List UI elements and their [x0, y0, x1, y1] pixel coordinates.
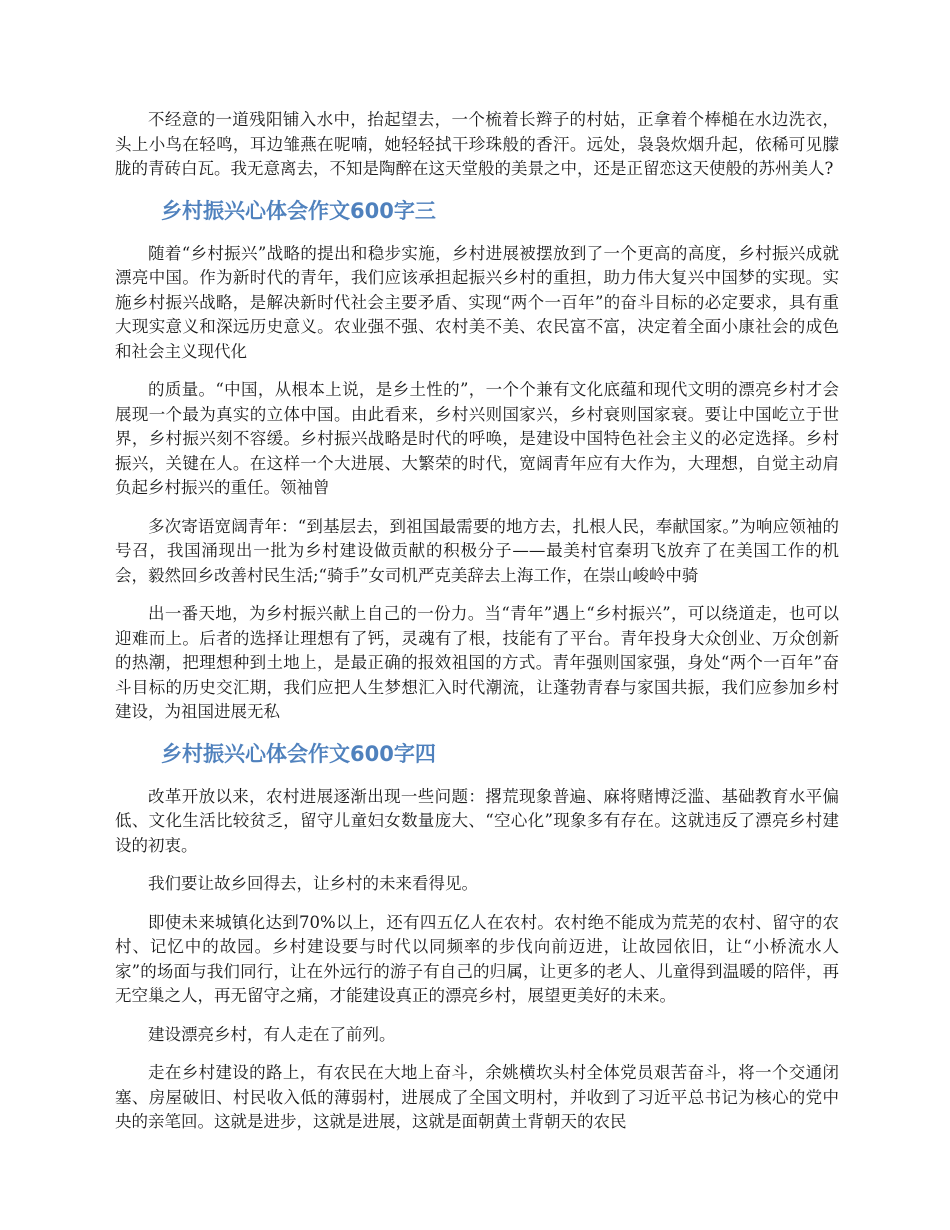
paragraph: 出一番天地，为乡村振兴献上自己的一份力。当“青年”遇上“乡村振兴”，可以绕道走，也可以迎难而上。后者的选择让理想有了钙，灵魂有了根，技能有了平台。青年投身大众创业、万众创新的热潮，把理想种到土地上，是最正确的报效祖国的方式。青年强则国家强，身处“两个一百年”奋斗目标的历史交汇期，我们应把人生梦想汇入时代潮流，让蓬勃青春与家国共振，我们应参加乡村建设，为祖国进展无私 [115, 604, 839, 721]
paragraph: 的质量。“中国，从根本上说，是乡土性的”，一个个兼有文化底蕴和现代文明的漂亮乡村才会展现一个最为真实的立体中国。由此看来，乡村兴则国家兴，乡村衰则国家衰。要让中国屹立于世界，乡村振兴刻不容缓。乡村振兴战略是时代的呼唤，是建设中国特色社会主义的必定选择。乡村振兴，关键在人。在这样一个大进展、大繁荣的时代，宽阔青年应有大作为，大理想，自觉主动肩负起乡村振兴的重任。领袖曾 [115, 380, 839, 497]
paragraph: 随着“乡村振兴”战略的提出和稳步实施，乡村进展被摆放到了一个更高的高度，乡村振兴成就漂亮中国。作为新时代的青年，我们应该承担起振兴乡村的重担，助力伟大复兴中国梦的实现。实施乡村振兴战略，是解决新时代社会主要矛盾、实现“两个一百年”的奋斗目标的必定要求，具有重大现实意义和深远历史意义。农业强不强、农村美不美、农民富不富，决定着全面小康社会的成色和社会主义现代化 [115, 243, 839, 361]
paragraph: 多次寄语宽阔青年：“到基层去，到祖国最需要的地方去，扎根人民，奉献国家。”为响应领袖的号召，我国涌现出一批为乡村建设做贡献的积极分子——最美村官秦玥飞放弃了在美国工作的机会，毅然回乡改善村民生活;“骑手”女司机严克美辞去上海工作，在崇山峻岭中骑 [115, 516, 839, 585]
section-heading: 乡村振兴心体会作文600字四 [161, 741, 436, 766]
paragraph: 改革开放以来，农村进展逐渐出现一些问题：撂荒现象普遍、麻将赌博泛滥、基础教育水平偏低、文化生活比较贫乏，留守儿童妇女数量庞大、“空心化”现象多有存在。这就违反了漂亮乡村建设的初衷。 [115, 786, 839, 855]
paragraph: 即使未来城镇化达到70%以上，还有四五亿人在农村。农村绝不能成为荒芜的农村、留守的农村、记忆中的故园。乡村建设要与时代以同频率的步伐向前迈进，让故园依旧，让“小桥流水人家”的场面与我们同行，让在外远行的游子有自己的归属，让更多的老人、儿童得到温暖的陪伴，再无空巢之人，再无留守之痛，才能建设真正的漂亮乡村，展望更美好的未来。 [115, 912, 839, 1005]
paragraph: 建设漂亮乡村，有人走在了前列。 [148, 1024, 396, 1044]
document-page [115, 108, 839, 1149]
paragraph: 我们要让故乡回得去，让乡村的未来看得见。 [148, 874, 478, 893]
section-heading: 乡村振兴心体会作文600字三 [161, 198, 436, 223]
paragraph: 不经意的一道残阳铺入水中，抬起望去，一个梳着长辫子的村姑，正拿着个棒槌在水边洗衣，头上小鸟在轻鸣，耳边雏燕在呢喃，她轻轻拭干珍珠般的香汗。远处，袅袅炊烟升起，依稀可见朦胧的青砖白瓦。我无意离去，不知是陶醉在这天堂般的美景之中，还是正留恋这天使般的苏州美人? [115, 110, 839, 178]
paragraph: 走在乡村建设的路上，有农民在大地上奋斗，余姚横坎头村全体党员艰苦奋斗，将一个交通闭塞、房屋破旧、村民收入低的薄弱村，进展成了全国文明村，并收到了习近平总书记为核心的党中央的亲笔回。这就是进步，这就是进展，这就是面朝黄土背朝天的农民 [115, 1063, 839, 1131]
